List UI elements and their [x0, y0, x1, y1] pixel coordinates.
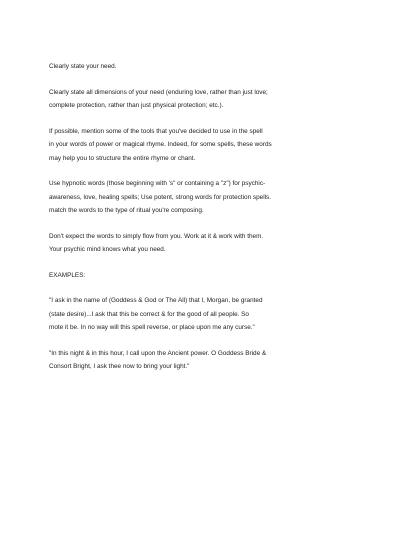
paragraph-work-at-it: [49, 230, 379, 257]
text-line: Don't expect the words to simply flow from you. Work at it & work with them.: [49, 232, 264, 240]
text-line: "In this night & in this hour, I call upon the Ancient power. O Goddess Bride &: [49, 349, 267, 357]
text-line: Use hypnotic words (those beginning with 's" or containing a "z") for psychic-: [49, 180, 266, 187]
text-line: Your psychic mind knows what you need.: [49, 246, 166, 253]
text-line: Clearly state all dimensions of your need (enduring love, rather than just love;: [49, 88, 268, 96]
text-line: complete protection, rather than just physical protection; etc.).: [49, 102, 224, 109]
paragraph-tools: [49, 125, 379, 166]
text-line: awareness, love, healing spells; Use potent, strong words for protection spells.: [49, 193, 272, 201]
text-line: (state desire)...I ask that this be correct & for the good of all people. So: [49, 310, 249, 318]
paragraph-dimensions: [49, 86, 379, 113]
document-body: [49, 60, 379, 386]
example-1: [49, 294, 379, 335]
text-line: Clearly state your need.: [49, 63, 117, 70]
text-line: mote it be. In no way will this spell reverse, or place upon me any curse.": [49, 324, 255, 331]
paragraph-hypnotic-words: [49, 177, 379, 218]
examples-heading: [49, 269, 379, 283]
text-line: may help you to structure the entire rhyme or chant.: [49, 154, 196, 162]
text-line: EXAMPLES:: [49, 271, 86, 279]
text-line: in your words of power or magical rhyme. Indeed, for some spells, these words: [49, 141, 272, 148]
text-line: If possible, mention some of the tools that you've decided to use in the spell: [49, 127, 263, 135]
text-line: match the words to the type of ritual you're composing.: [49, 207, 204, 214]
text-line: "I ask in the name of (Goddess & God or The All) that I, Morgan, be granted: [49, 297, 263, 304]
text-line: Consort Bright, I ask thee now to bring your light.": [49, 363, 190, 370]
paragraph-state-need: [49, 60, 379, 74]
example-2: [49, 347, 379, 374]
